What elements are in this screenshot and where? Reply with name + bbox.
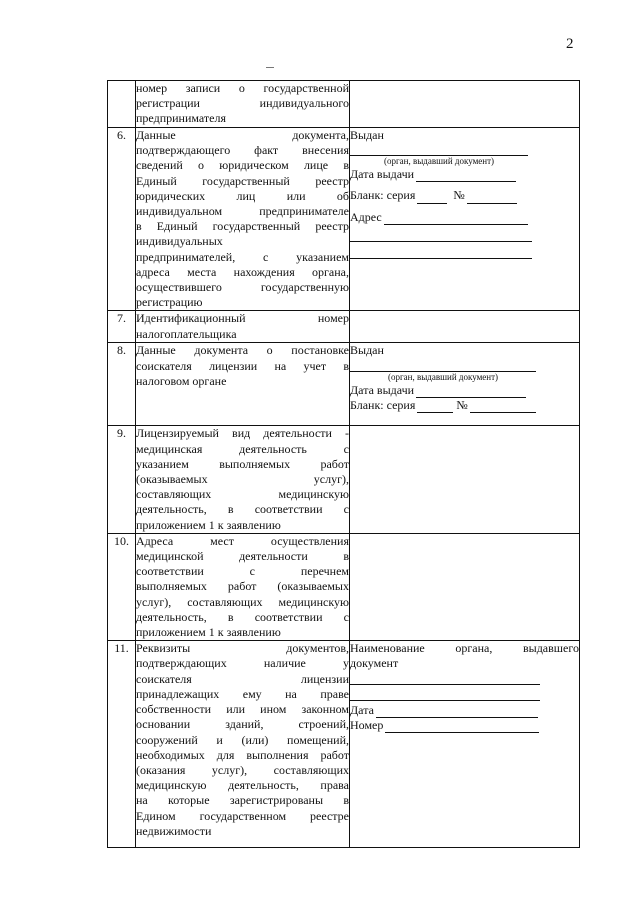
row-number: 11.: [108, 641, 136, 848]
form-number-input[interactable]: [467, 192, 517, 204]
row-value-field: [350, 128, 580, 311]
address-input-line[interactable]: [350, 229, 532, 242]
table-row: [108, 128, 580, 311]
issue-date-input[interactable]: [416, 170, 516, 182]
row-number: 8.: [108, 343, 136, 426]
issuer-caption: (орган, выдавший документ): [383, 156, 495, 167]
form-number-input[interactable]: [470, 401, 536, 413]
number-input[interactable]: [385, 721, 539, 733]
address-input[interactable]: [384, 213, 528, 225]
license-application-table: [107, 80, 580, 848]
form-series-line: Бланк: серия №: [350, 188, 579, 203]
row-description: Лицензируемый вид деятельности - медицинская деятельность с указанием выполняемых работ (оказываемых услуг), составляющих медицинскую деятельность, в соответствии с приложением 1 к заявлению: [136, 426, 349, 532]
issuer-input-line[interactable]: [350, 672, 540, 685]
row-description: Реквизиты документов, подтверждающих наличие у соискателя лицензии принадлежащих ему на праве собственности или ином законном основании зданий, строений, сооружений и (или) помещений, необходимых для выполнения работ (оказания услуг), составляющих медицинскую деятельность, права на которые зарегистрированы в Едином государственном реестре недвижимости: [136, 641, 350, 848]
row-description: Данные документа о постановке соискателя лицензии на учет в налоговом органе: [136, 343, 350, 426]
row-number: 6.: [108, 128, 136, 311]
form-series-line: Бланк: серия №: [350, 398, 579, 413]
row-value-field: [350, 641, 580, 848]
form-series-input[interactable]: [417, 401, 453, 413]
row-number: 10.: [108, 533, 136, 640]
row-description: номер записи о государственной регистрации индивидуального предпринимателя: [136, 81, 350, 128]
table-row: [108, 311, 580, 343]
row-description: Идентификационный номер налогоплательщика: [136, 311, 350, 343]
row-number: [108, 81, 136, 128]
row-number: 7.: [108, 311, 136, 343]
table-row: [108, 426, 580, 533]
issue-date-line: Дата выдачи: [350, 167, 579, 182]
issue-date-line: Дата выдачи: [350, 383, 579, 398]
table-row: [108, 81, 580, 128]
issuer-label: Наименование органа, выдавшего: [350, 641, 579, 656]
row-value-field[interactable]: [350, 311, 580, 343]
address-line: Адрес: [350, 210, 579, 225]
issuer-caption: (орган, выдавший документ): [387, 371, 499, 382]
header-mark: [266, 67, 274, 68]
table-row: [108, 641, 580, 848]
form-series-input[interactable]: [417, 192, 447, 204]
row-value-field: [350, 343, 580, 426]
address-input-line[interactable]: [350, 246, 532, 259]
date-line: Дата: [350, 703, 579, 718]
row-value-field[interactable]: [350, 426, 580, 533]
issued-label: Выдан: [350, 128, 384, 142]
issuer-input-line[interactable]: [350, 359, 536, 372]
table-row: [108, 343, 580, 426]
date-input[interactable]: [376, 706, 538, 718]
issuer-label-cont: документ: [350, 656, 399, 671]
table-row: [108, 533, 580, 640]
row-value-field[interactable]: [350, 533, 580, 640]
issued-label: Выдан: [350, 343, 384, 358]
row-number: 9.: [108, 426, 136, 533]
issue-date-input[interactable]: [416, 386, 526, 398]
issuer-input-line[interactable]: [350, 688, 540, 701]
row-description: Данные документа, подтверждающего факт внесения сведений о юридическом лице в Единый государственный реестр юридических лиц или об индивидуальном предпринимателе в Единый государственный реестр индивидуальных предпринимателей, с указанием адреса места нахождения органа, осуществившего государственную регистрацию: [136, 128, 349, 310]
issuer-input-line[interactable]: [350, 143, 528, 156]
number-line: Номер: [350, 718, 579, 733]
page-number: 2: [566, 36, 574, 52]
row-value-field[interactable]: [350, 81, 580, 128]
row-description: Адреса мест осуществления медицинской деятельности в соответствии с перечнем выполняемых работ (оказываемых услуг), составляющих медицинскую деятельность, в соответствии с приложением 1 к заявлению: [136, 533, 349, 640]
